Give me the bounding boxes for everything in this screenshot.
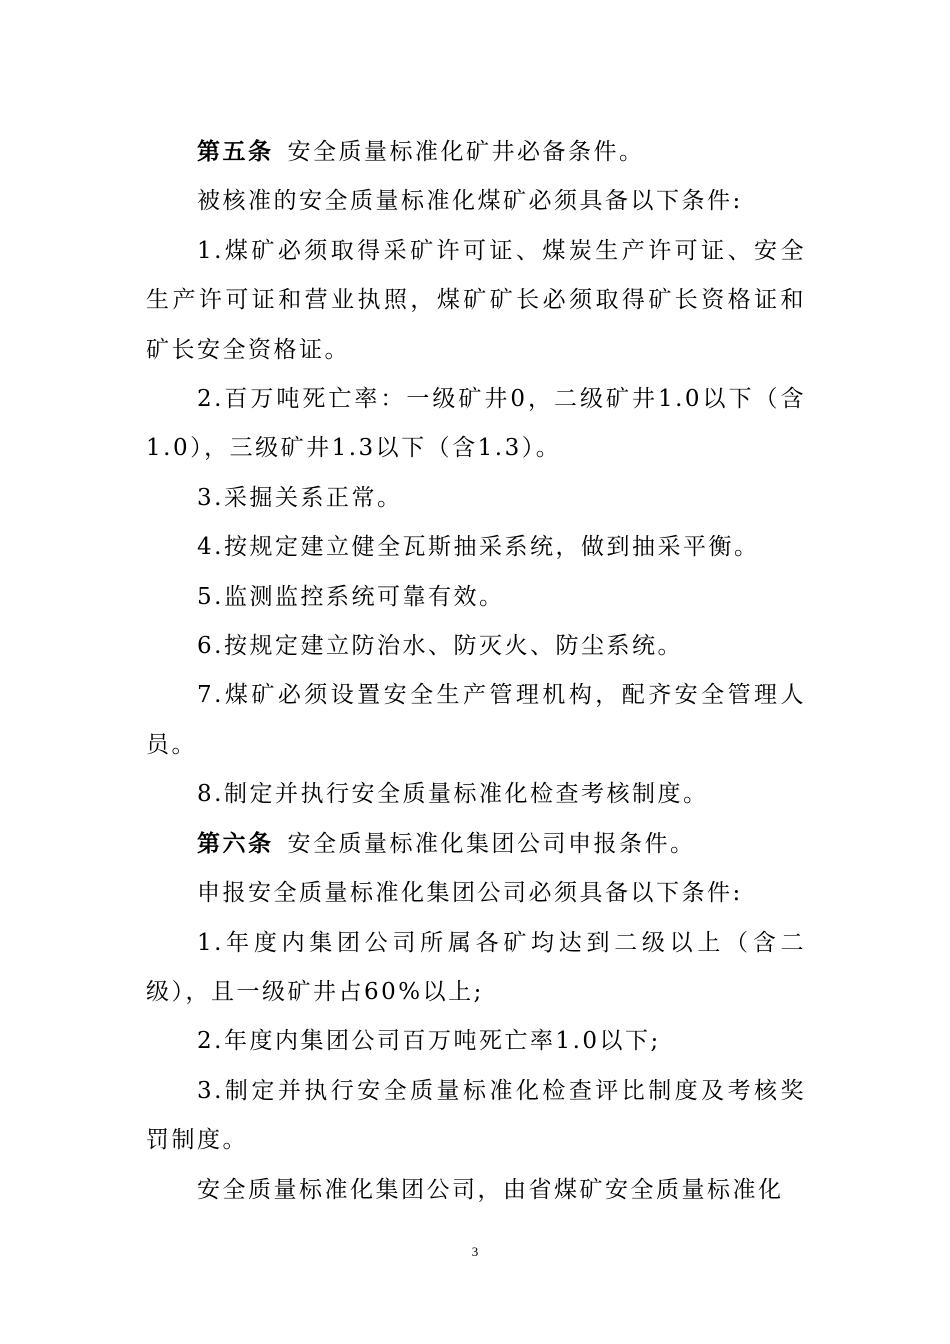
paragraph bbox=[146, 227, 806, 375]
paragraph-text: 被核准的安全质量标准化煤矿必须具备以下条件: bbox=[197, 188, 743, 215]
paragraph-text: 申报安全质量标准化集团公司必须具备以下条件: bbox=[197, 880, 743, 907]
paragraph-text: 安全质量标准化集团公司，由省煤矿安全质量标准化 bbox=[197, 1176, 784, 1203]
paragraph-text: 4.按规定建立健全瓦斯抽采系统，做到抽采平衡。 bbox=[197, 534, 760, 561]
page-number: 3 bbox=[471, 1244, 479, 1259]
paragraph bbox=[146, 1067, 806, 1166]
paragraph bbox=[146, 523, 806, 572]
paragraph bbox=[146, 375, 806, 474]
article-heading: 第五条 bbox=[197, 139, 274, 165]
paragraph bbox=[146, 1166, 806, 1215]
paragraph bbox=[146, 573, 806, 622]
paragraph-text: 7.煤矿必须设置安全生产管理机构，配齐安全管理人员。 bbox=[146, 682, 806, 758]
article-heading: 第六条 bbox=[197, 830, 274, 857]
paragraph-text: 5.监测监控系统可靠有效。 bbox=[197, 583, 505, 610]
paragraph bbox=[146, 869, 806, 918]
paragraph-text: 2.年度内集团公司百万吨死亡率1.0以下; bbox=[197, 1028, 661, 1055]
paragraph-text: 安全质量标准化集团公司申报条件。 bbox=[287, 830, 696, 857]
paragraph-text: 1.年度内集团公司所属各矿均达到二级以上（含二级），且一级矿井占60%以上; bbox=[146, 929, 806, 1005]
paragraph bbox=[146, 128, 806, 177]
paragraph-text: 安全质量标准化矿井必备条件。 bbox=[287, 139, 645, 165]
paragraph-text: 3.采掘关系正常。 bbox=[197, 484, 403, 511]
paragraph bbox=[146, 474, 806, 523]
paragraph bbox=[146, 919, 806, 1018]
paragraph bbox=[146, 820, 806, 869]
paragraph-text: 6.按规定建立防治水、防灭火、防尘系统。 bbox=[197, 633, 683, 660]
paragraph bbox=[146, 770, 806, 819]
document-body bbox=[146, 128, 806, 1215]
paragraph bbox=[146, 177, 806, 226]
paragraph bbox=[146, 1017, 806, 1066]
paragraph-text: 3.制定并执行安全质量标准化检查评比制度及考核奖罚制度。 bbox=[146, 1077, 806, 1154]
paragraph bbox=[146, 622, 806, 671]
paragraph-text: 2.百万吨死亡率：一级矿井0，二级矿井1.0以下（含1.0），三级矿井1.3以下（含1.3）。 bbox=[146, 386, 806, 462]
paragraph bbox=[146, 671, 806, 770]
paragraph-text: 1.煤矿必须取得采矿许可证、煤炭生产许可证、安全生产许可证和营业执照，煤矿矿长必须取得矿长资格证和矿长安全资格证。 bbox=[146, 237, 806, 363]
paragraph-text: 8.制定并执行安全质量标准化检查考核制度。 bbox=[197, 781, 709, 808]
